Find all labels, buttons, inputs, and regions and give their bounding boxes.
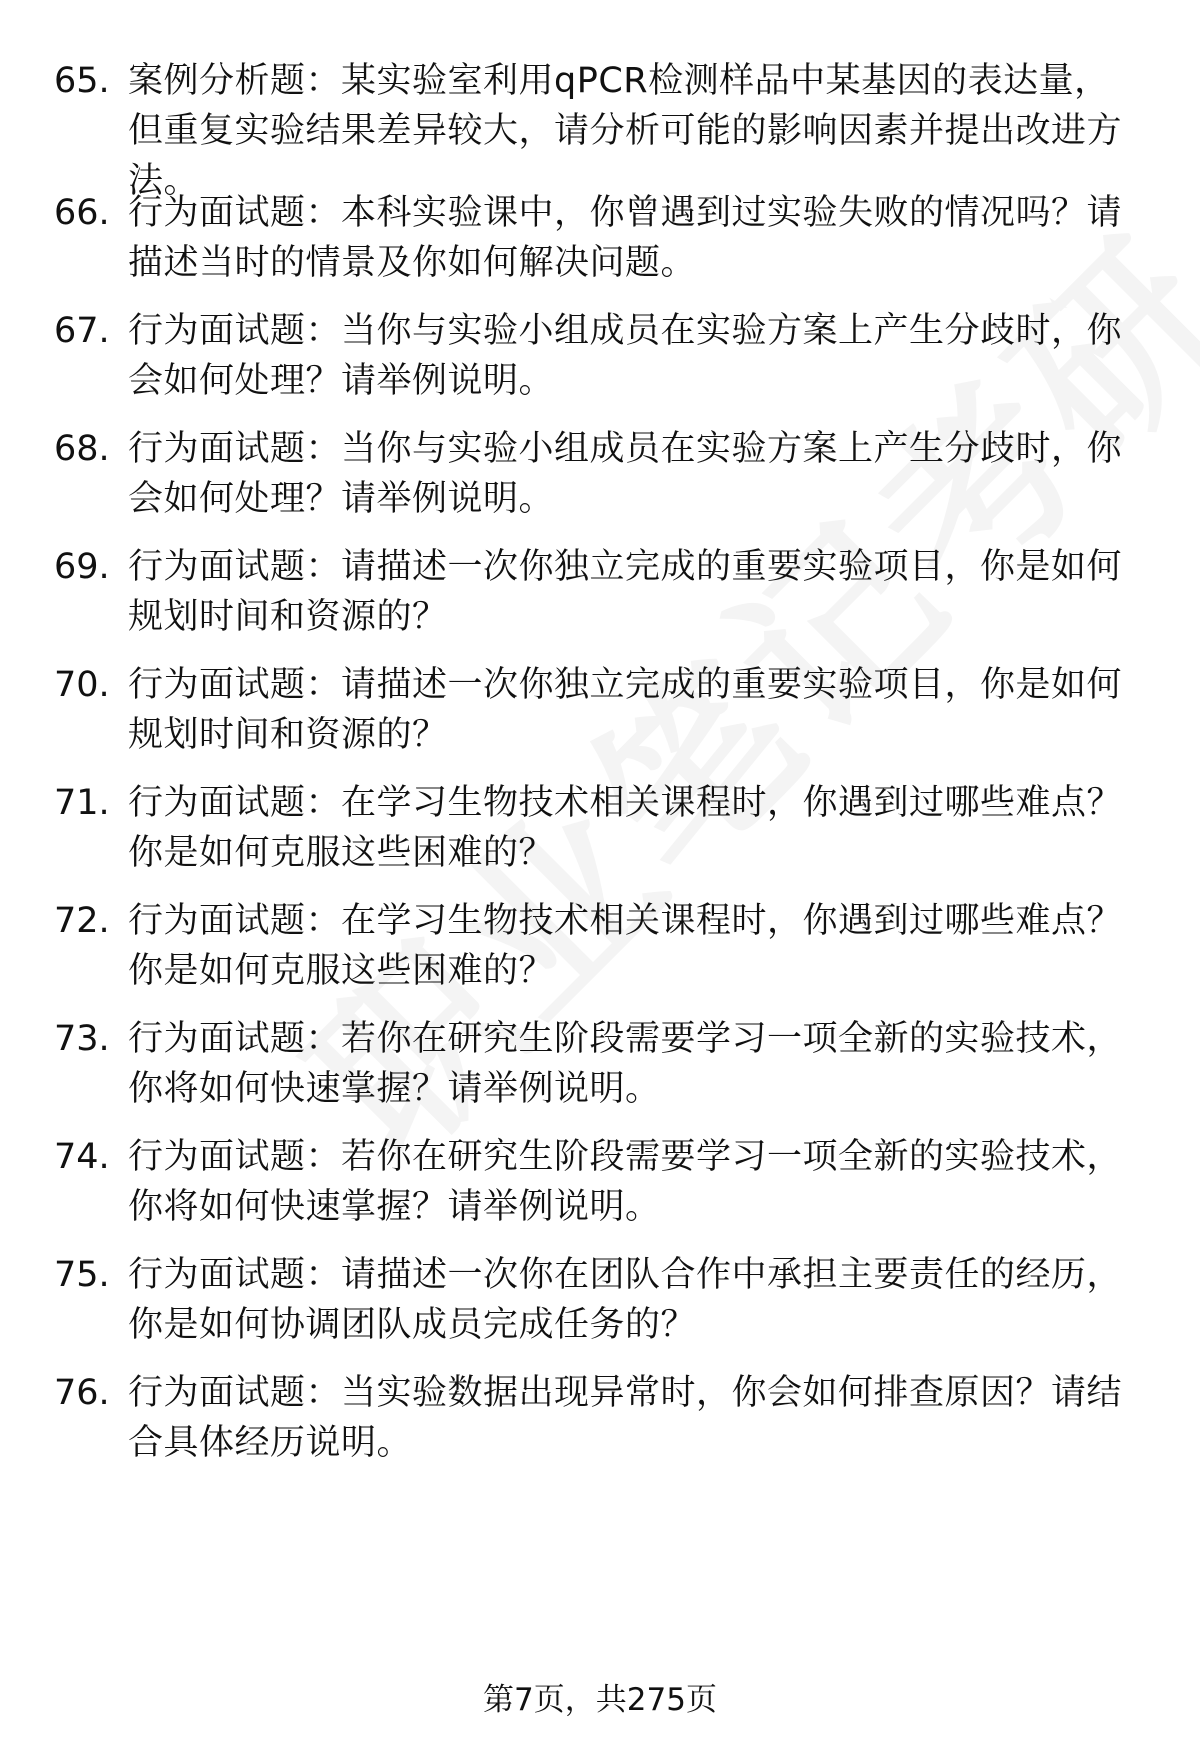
question-text: 行为面试题：当你与实验小组成员在实验方案上产生分歧时，你会如何处理？请举例说明。 [128, 428, 1123, 519]
question-item [0, 306, 1200, 424]
question-text: 行为面试题：请描述一次你独立完成的重要实验项目，你是如何规划时间和资源的？ [128, 664, 1123, 755]
question-item [0, 896, 1200, 1014]
question-item [0, 424, 1200, 542]
question-text: 行为面试题：当实验数据出现异常时，你会如何排查原因？请结合具体经历说明。 [128, 1372, 1123, 1463]
question-text: 行为面试题：若你在研究生阶段需要学习一项全新的实验技术，你将如何快速掌握？请举例说明。 [128, 1018, 1123, 1109]
question-text: 行为面试题：当你与实验小组成员在实验方案上产生分歧时，你会如何处理？请举例说明。 [128, 310, 1123, 401]
question-text: 行为面试题：在学习生物技术相关课程时，你遇到过哪些难点？你是如何克服这些困难的？ [128, 782, 1123, 873]
question-text: 行为面试题：请描述一次你在团队合作中承担主要责任的经历，你是如何协调团队成员完成任务的？ [128, 1254, 1123, 1345]
question-item [0, 1014, 1200, 1132]
question-number: 71. [54, 782, 110, 823]
question-text: 行为面试题：请描述一次你独立完成的重要实验项目，你是如何规划时间和资源的？ [128, 546, 1123, 637]
question-number: 67. [54, 310, 110, 351]
question-item [0, 778, 1200, 896]
question-list [0, 56, 1200, 1486]
question-number: 70. [54, 664, 110, 705]
question-item [0, 542, 1200, 660]
question-number: 66. [54, 192, 110, 233]
question-number: 76. [54, 1372, 110, 1413]
question-text: 行为面试题：在学习生物技术相关课程时，你遇到过哪些难点？你是如何克服这些困难的？ [128, 900, 1123, 991]
question-item [0, 660, 1200, 778]
page-footer: 第7页，共275页 [483, 1682, 717, 1718]
question-number: 73. [54, 1018, 110, 1059]
question-item [0, 1250, 1200, 1368]
question-item [0, 188, 1200, 306]
question-item [0, 1132, 1200, 1250]
question-item [0, 1368, 1200, 1486]
question-number: 72. [54, 900, 110, 941]
question-number: 69. [54, 546, 110, 587]
question-number: 75. [54, 1254, 110, 1295]
question-number: 68. [54, 428, 110, 469]
question-text: 行为面试题：若你在研究生阶段需要学习一项全新的实验技术，你将如何快速掌握？请举例说明。 [128, 1136, 1123, 1227]
question-number: 74. [54, 1136, 110, 1177]
question-text: 行为面试题：本科实验课中，你曾遇到过实验失败的情况吗？请描述当时的情景及你如何解决问题。 [128, 192, 1123, 283]
question-text: 案例分析题：某实验室利用qPCR检测样品中某基因的表达量，但重复实验结果差异较大，请分析可能的影响因素并提出改进方法。 [128, 61, 1123, 201]
question-number: 65. [54, 61, 110, 101]
question-item [0, 56, 1200, 201]
